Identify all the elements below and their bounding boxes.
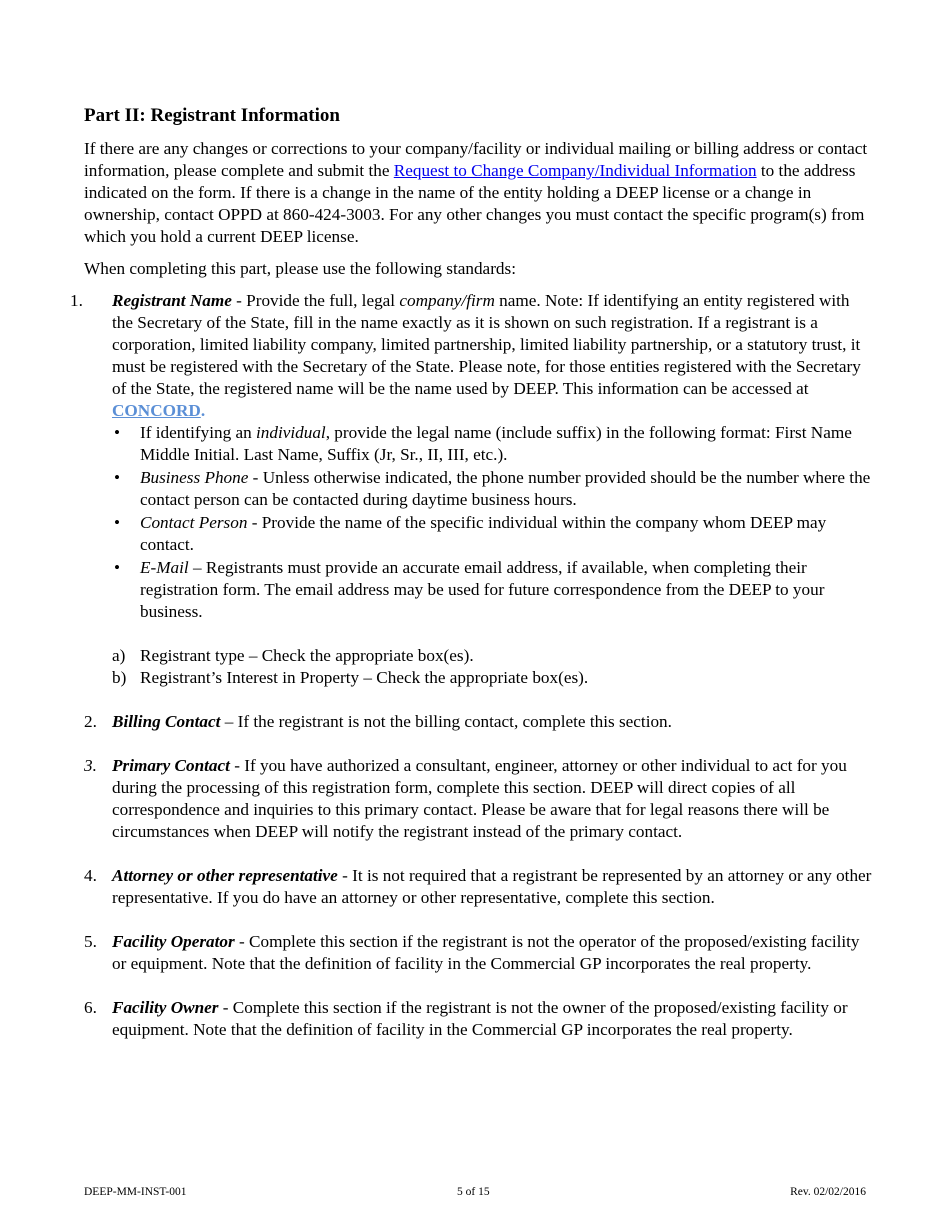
item-term: Primary Contact: [112, 756, 230, 775]
bullet-icon: •: [114, 558, 121, 577]
item-attorney: 4. Attorney or other representative - It is not required that a registrant be represented by an attorney or any other representative. If you do have an attorney or other representative, complete this section.: [84, 866, 872, 907]
item-facility-owner: 6. Facility Owner - Complete this section if the registrant is not the owner of the proposed/existing facility or equipment. Note that the definition of facility in the Commercial GP incorporates the real property.: [84, 998, 848, 1039]
footer-doc-id: DEEP-MM-INST-001: [84, 1186, 187, 1198]
item-term: Facility Operator: [112, 932, 235, 951]
intro-paragraph: If there are any changes or corrections to your company/facility or individual mailing or billing address or contact information, please complete and submit the Request to Change Company/Individual Information to the address indicated on the form. If there is a change in the name of the entity holding a DEEP license or a change in ownership, contact OPPD at 860-424-3003. For any other changes you must contact the specific program(s) from which you hold a current DEEP license.: [84, 139, 868, 246]
item-billing-contact: 2. Billing Contact – If the registrant is not the billing contact, complete this section.: [84, 712, 672, 731]
bullet-icon: •: [114, 423, 121, 442]
document-page: [70, 104, 874, 1041]
item-term: Attorney or other representative: [112, 866, 338, 885]
item-number: 2.: [84, 712, 97, 731]
bullet-email: • E-Mail – Registrants must provide an accurate email address, if available, when completing their registration form. The email address may be used for future correspondence from the DEEP to your business.: [114, 558, 825, 621]
bullet-individual: • If identifying an individual, provide the legal name (include suffix) in the following format: First Name Middle Initial. Last Name, Suffix (Jr, Sr., II, III, etc.).: [114, 423, 852, 464]
item-number: 4.: [84, 866, 97, 885]
item-facility-operator: 5. Facility Operator - Complete this section if the registrant is not the operator of the proposed/existing facility or equipment. Note that the definition of facility in the Commercial GP incorporates the real property.: [84, 932, 860, 973]
section-heading: Part II: Registrant Information: [84, 105, 340, 126]
item-term: Registrant Name: [112, 291, 232, 310]
sub-item-a: a) Registrant type – Check the appropriate box(es).: [112, 646, 474, 665]
item-number: 1.: [70, 291, 83, 310]
footer-page-number: 5 of 15: [457, 1186, 490, 1198]
item-term: Billing Contact: [112, 712, 221, 731]
item-primary-contact: 3. Primary Contact - If you have authorized a consultant, engineer, attorney or other individual to act for you during the processing of this registration form, complete this section. DEEP will direct copies of all correspondence and inquiries to this primary contact. Please be aware that for legal reasons there will be circumstances when DEEP will notify the registrant instead of the primary contact.: [84, 756, 847, 841]
footer-revision: Rev. 02/02/2016: [790, 1186, 866, 1198]
item-number: 3.: [84, 756, 97, 775]
bullet-contact-person: • Contact Person - Provide the name of the specific individual within the company whom DEEP may contact.: [114, 513, 827, 554]
sub-list: [112, 645, 874, 689]
standards-intro: When completing this part, please use the following standards:: [84, 259, 516, 278]
item-registrant-name: 1. Registrant Name - Provide the full, legal company/firm name. Note: If identifying an entity registered with the Secretary of the State, fill in the name exactly as it is shown on such registration. If a registrant is a corporation, limited liability company, limited partnership, limited liability partnership, or a statutory trust, it must be registered with the Secretary of the State. Please note, for those entities registered with the Secretary of the State, the registered name will be the name used by DEEP. This information can be accessed at CONCORD. • If identifying an individual, provide the legal name (include suffix) in the following format: First Name Middle Initial. Last Name, Suffix (Jr, Sr., II, III, etc.). • Business Phone - Unless otherwise indicated, the phone number provided should be the number where the contact person can be contacted during daytime business hours. • Contact Person - Provide the name of the specific individual within the company whom DEEP may contact. • E-Mail – Registrants must provide an accurate email address, if available, when completing their registration form. The email address may be used for future correspondence from the DEEP to your business. a) Registrant type – Check the appropriate box(es). b) Registrant’s Interest in Property – Check the appropriate box(es).: [84, 290, 874, 689]
item-term: Facility Owner: [112, 998, 219, 1017]
sub-item-b: b) Registrant’s Interest in Property – Check the appropriate box(es).: [112, 668, 589, 687]
bullet-icon: •: [114, 468, 121, 487]
request-change-link[interactable]: Request to Change Company/Individual Information: [393, 161, 757, 180]
bullet-business-phone: • Business Phone - Unless otherwise indicated, the phone number provided should be the number where the contact person can be contacted during daytime business hours.: [114, 468, 871, 509]
item-number: 5.: [84, 932, 97, 951]
bullet-list: [112, 422, 874, 623]
concord-link[interactable]: CONCORD: [112, 401, 201, 420]
item-number: 6.: [84, 998, 97, 1017]
bullet-icon: •: [114, 513, 121, 532]
